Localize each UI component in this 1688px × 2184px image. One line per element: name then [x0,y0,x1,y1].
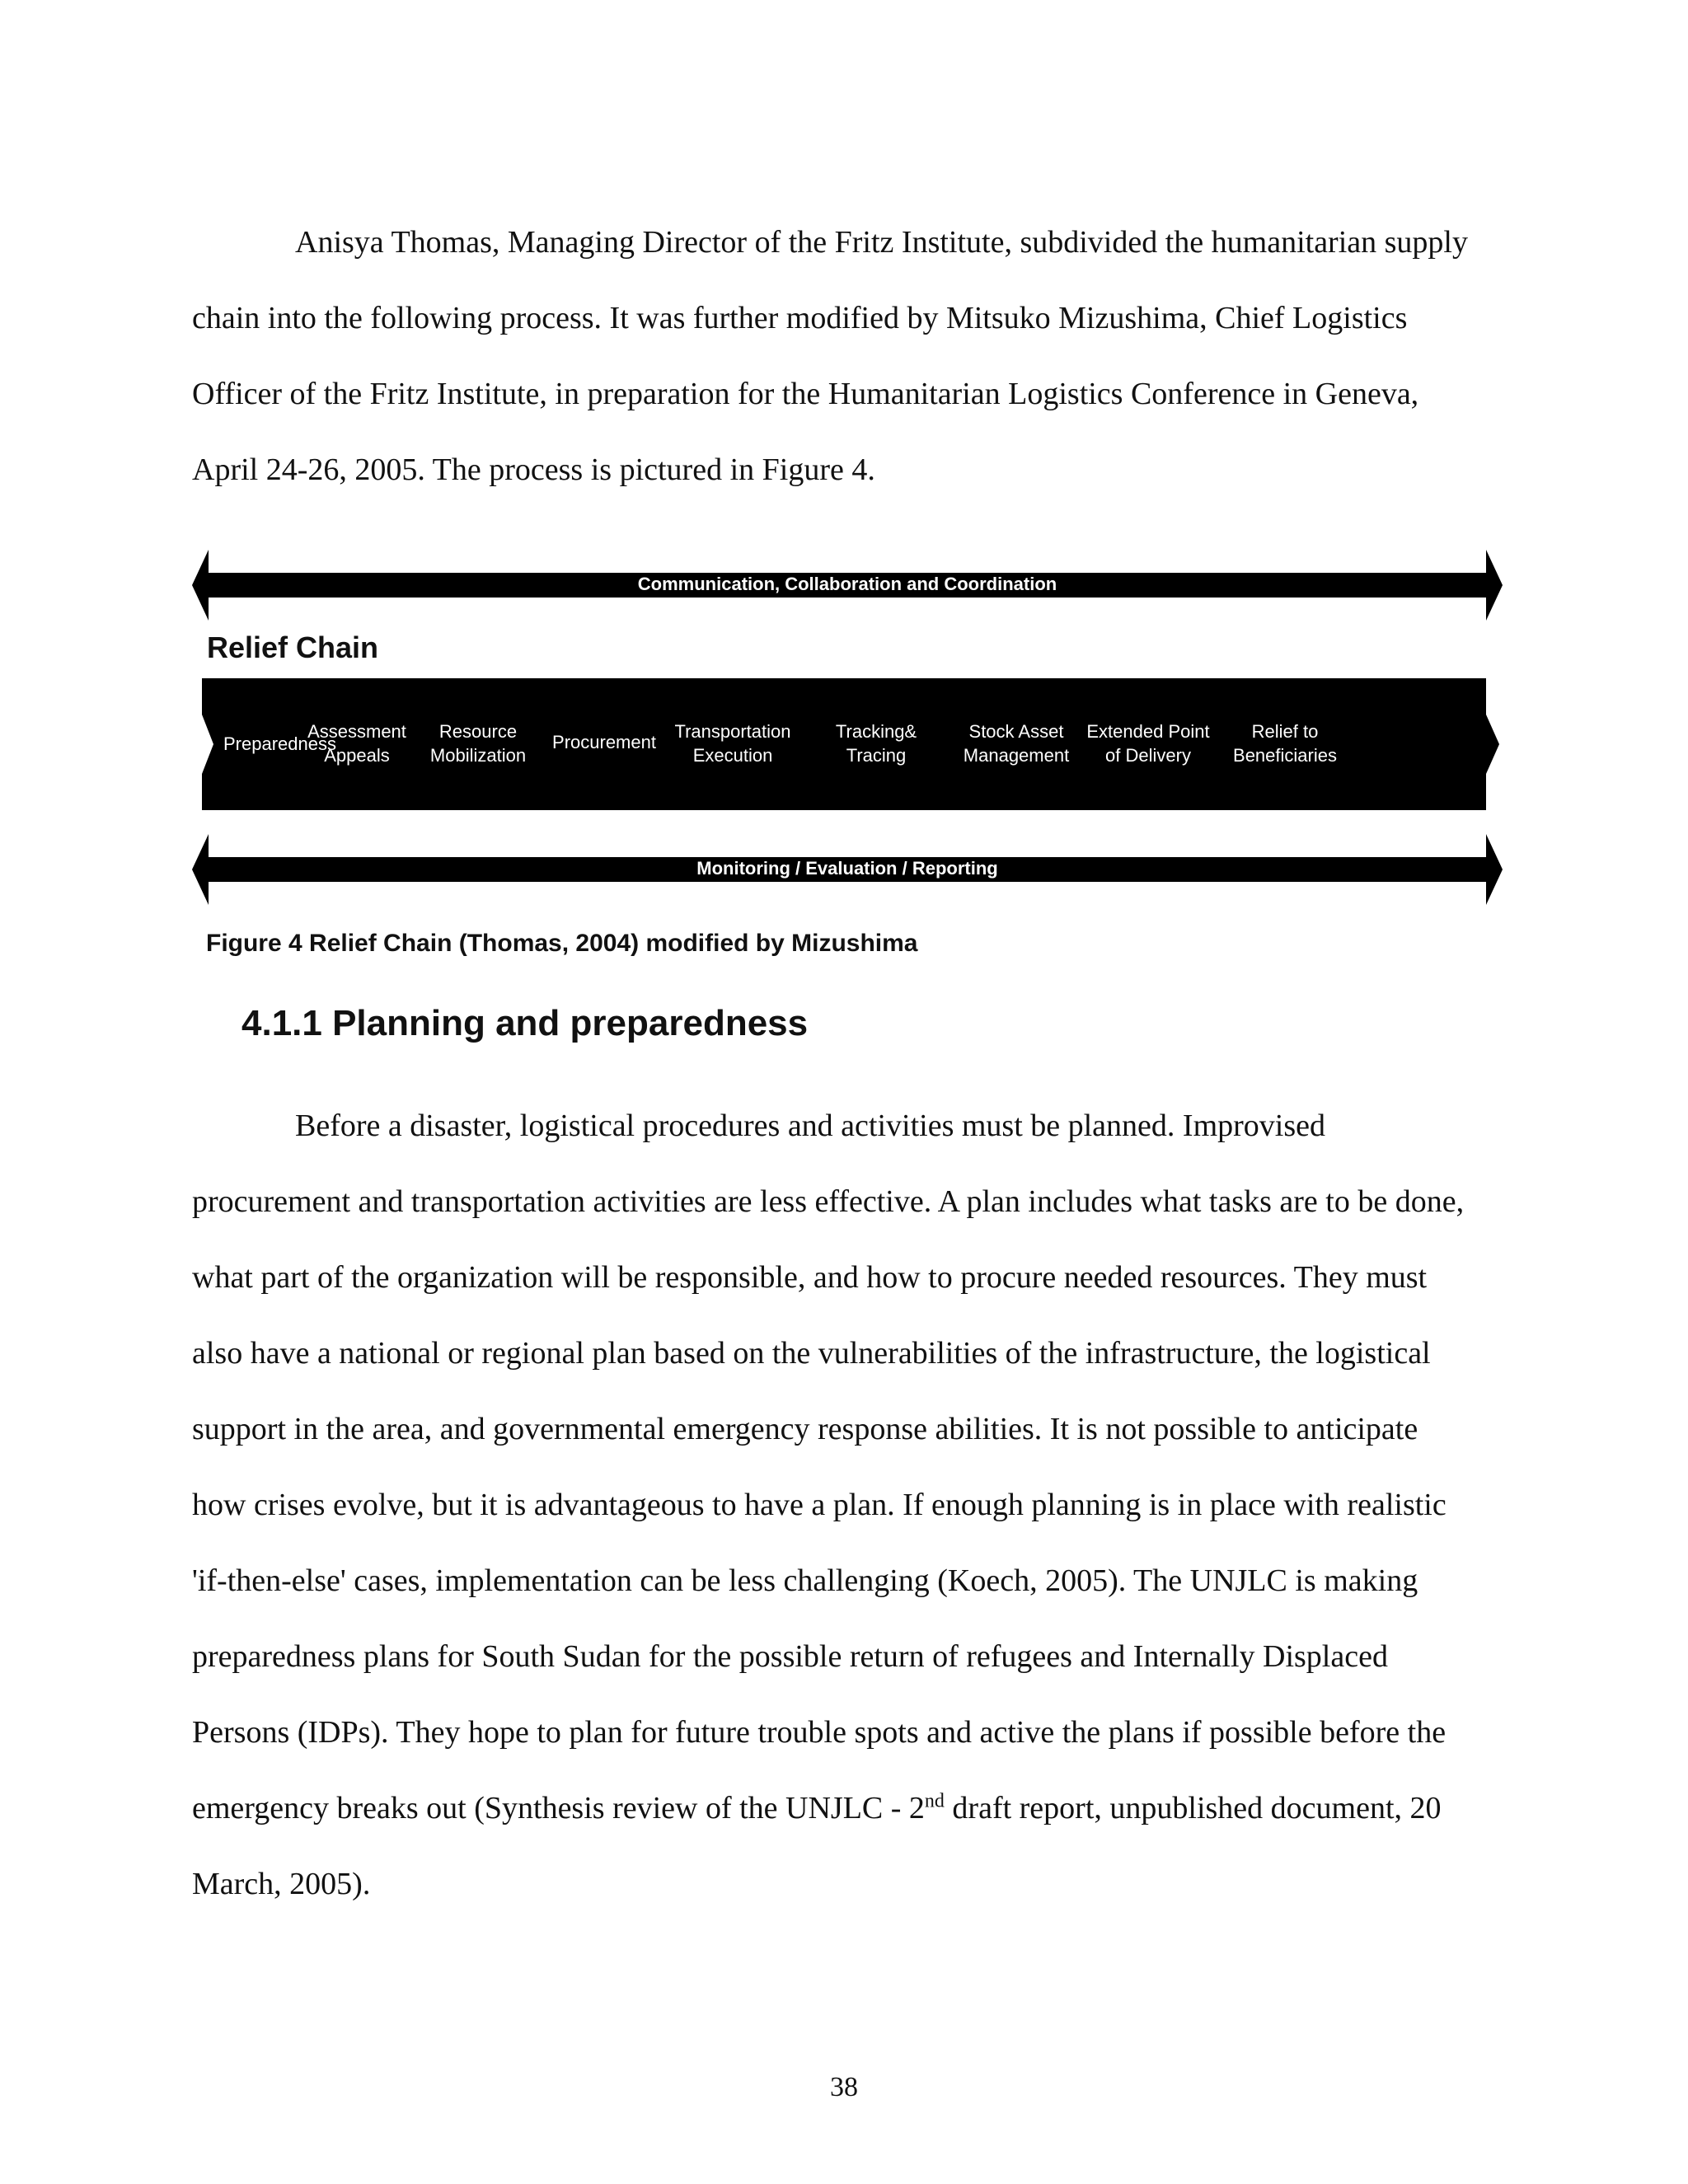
step-preparedness-label: Preparedness [223,733,336,754]
superscript-nd: nd [924,1790,945,1812]
step-transportation-line1: Transportation [674,721,791,742]
step-assessment-line2: Appeals [324,745,390,766]
step-stock-asset-management [954,719,1078,767]
communication-arrow [192,540,1503,630]
step-resource-line1: Resource [438,721,518,742]
intro-paragraph [192,204,1478,508]
step-extended-line2: of Delivery [1105,745,1191,766]
step-procurement-label: Procurement [552,732,656,752]
monitoring-arrow [192,824,1503,915]
relief-chain-title: Relief Chain [207,630,379,664]
step-assessment-line1: Assessment [307,721,406,742]
step-resource-mobilization [416,719,540,767]
page-number: 38 [830,2072,858,2102]
step-transportation-line2: Execution [692,745,773,766]
relief-chain-figure [192,540,1503,927]
step-relief-to-beneficiaries [1219,719,1351,767]
step-resource-line2: Mobilization [429,745,527,766]
step-transportation-execution [663,719,803,767]
monitoring-arrow-label: Monitoring / Evaluation / Reporting [696,858,998,879]
step-relief-line2: Beneficiaries [1233,745,1337,766]
step-extended-point-of-delivery [1074,719,1222,767]
step-extended-line1: Extended Point [1086,721,1210,742]
step-stock-line1: Stock Asset [968,721,1064,742]
step-tracking-tracing [818,719,934,767]
step-relief-line1: Relief to [1251,721,1319,742]
communication-arrow-label: Communication, Collaboration and Coordination [637,574,1057,594]
step-tracking-line1: Tracking& [835,721,917,742]
planning-paragraph-text: Before a disaster, logistical procedures and activities must be planned. Improvised procurement and transportation activities are less effective. A plan includes what tasks are to be done, what part of the organization will be responsible, and how to procure needed resources. They must also have a national or regional plan based on the vulnerabilities of the infrastructure, the logistical support in the area, and governmental emergency response abilities. It is not possible to anticipate how crises evolve, but it is advantageous to have a plan. If enough planning is in place with realistic 'if-then-else' cases, implementation can be less challenging (Koech, 2005). The UNJLC is making preparedness plans for South Sudan for the possible return of refugees and Internally Displaced Persons (IDPs). They hope to plan for future trouble spots and active the plans if possible before the emergency breaks out (Synthesis review of the UNJLC - 2 [192,1108,1465,1825]
planning-paragraph [192,1088,1478,1922]
step-stock-line2: Management [963,745,1070,766]
intro-paragraph-text: Anisya Thomas, Managing Director of the Fritz Institute, subdivided the humanitarian supply chain into the following process. It was further modified by Mitsuko Mizushima, Chief Logistics Officer of the Fritz Institute, in preparation for the Humanitarian Logistics Conference in Geneva, April 24-26, 2005. The process is pictured in Figure 4. [192,225,1468,487]
section-heading: 4.1.1 Planning and preparedness [241,1003,809,1043]
planning-paragraph-tail: draft report, unpublished document, 20 March, 2005). [192,1791,1442,1901]
relief-chain-bar [192,678,1503,810]
figure-caption: Figure 4 Relief Chain (Thomas, 2004) modified by Mizushima [206,930,918,957]
step-tracking-line2: Tracing [846,745,907,766]
step-assessment-appeals [299,719,415,767]
step-procurement [542,730,666,754]
